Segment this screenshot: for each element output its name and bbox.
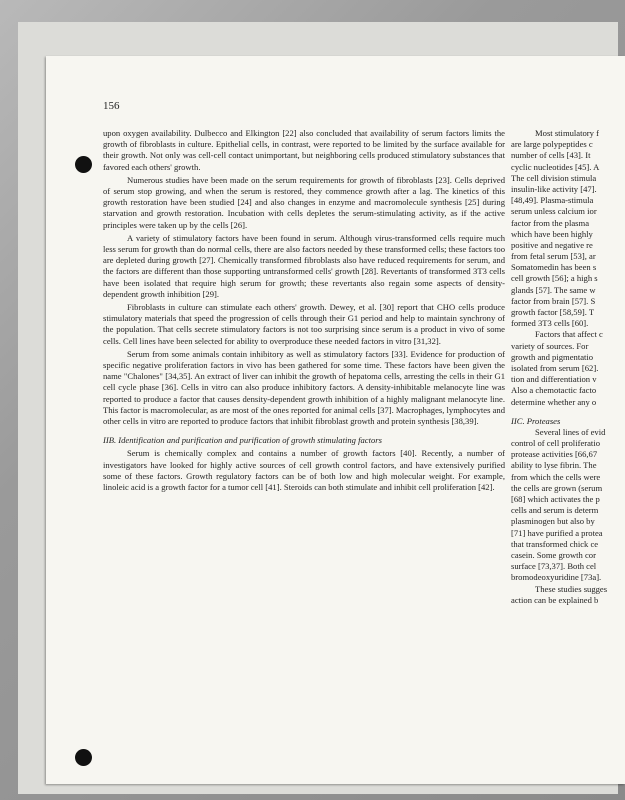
paragraph: upon oxygen availability. Dulbecco and Elkington [22] also concluded that availability of serum factors limits the growth of fibroblasts in culture. Epithelial cells, in contrast, were reported to be limited by the surface available for their growth. Not only was cell-cell contact unimportant, but neighboring cells produced stimulatory substances that favored each others' growth. — [103, 128, 505, 172]
section-heading: IIB. Identification and purification and purification of growth stimulating factors — [103, 435, 382, 446]
text-line: number of cells [43]. It — [511, 150, 591, 161]
paragraph: A variety of stimulatory factors have been found in serum. Although virus-transformed cells require much less serum for growth than do normal cells, there are also factors needed by these transformed cells; these factors too are depleted during growth [27]. Chemically transformed fibroblasts also have reduced requirements for serum, and the factors are different than those supporting untransformed cells' growth [28]. Revertants of transformed 3T3 cells have been isolated that require high serum for growth; these revertants also regain some aspects of density-dependent growth inhibition [29]. — [103, 232, 505, 299]
left-text-column — [103, 128, 505, 495]
right-column-block-a — [511, 128, 625, 408]
text-line: factor from the plasma — [511, 217, 590, 228]
text-line: Several lines of evid — [535, 426, 606, 437]
text-line: cell growth [56]; a high s — [511, 273, 598, 284]
text-line: growth and pigmentatio — [511, 351, 594, 362]
text-line: Factors that affect c — [535, 329, 603, 340]
text-line: insulin-like activity [47]. — [511, 183, 597, 194]
text-line: formed 3T3 cells [60]. — [511, 318, 589, 329]
text-line: that transformed chick ce — [511, 538, 599, 549]
page-number: 156 — [103, 100, 120, 112]
text-line: positive and negative re — [511, 239, 593, 250]
text-line: These studies sugges — [535, 583, 608, 594]
text-line: from which the cells were — [511, 471, 601, 482]
paragraph: Fibroblasts in culture can stimulate each others' growth. Dewey, et al. [30] report that CHO cells produce stimulatory materials that speed the progression of cells through their G1 period and help to maintain synchrony of the population. That cells secrete stimulatory factors is not too surprising since serum is a product in vivo of some cells. Cell lines have been selected for ability to overproduce these needed factors in vitro [31,32]. — [103, 302, 505, 346]
text-line: The cell division stimula — [511, 172, 597, 183]
text-line: the cells are grown (serum — [511, 482, 603, 493]
text-line: Most stimulatory f — [535, 128, 599, 138]
text-line: cyclic nucleotides [45]. A — [511, 161, 600, 172]
text-line: bromodeoxyuridine [73a]. — [511, 572, 602, 583]
text-line: glands [57]. The same w — [511, 284, 596, 295]
text-line: cells and serum is determ — [511, 505, 599, 516]
paragraph: Serum is chemically complex and contains a number of growth factors [40]. Recently, a number of investigators have looked for highly active sources of cell growth control factors, and have extensively purified some of these factors. Growth regulatory factors can be of both low and high molecular weight. For example, linoleic acid is a growth factor for a tumor cell [41]. Steroids can both stimulate and inhibit cell proliferation [42]. — [103, 448, 505, 493]
text-line: protease activities [66,67 — [511, 449, 598, 460]
text-line: ability to lyse fibrin. The — [511, 460, 597, 471]
text-line: from fetal serum [53], ar — [511, 251, 596, 262]
right-text-column — [511, 128, 625, 606]
section-heading: IIC. Proteases — [511, 415, 561, 426]
text-line: surface [73,37]. Both cel — [511, 561, 597, 572]
text-line: tion and differentiation v — [511, 374, 597, 385]
punch-hole-top — [75, 156, 92, 173]
paragraph: Numerous studies have been made on the serum requirements for growth of fibroblasts [23]. Cells deprived of serum stop growing, and when the serum is restored, they commence growth after a lag. The kinetics of this growth restoration have been studied [24] and also changes in enzyme and macromolecule synthesis [25] during starvation and growth restoration. Incubation with cells depletes the serum-stimulating activity, as if the active principles were taken up by the cells [26]. — [103, 174, 505, 230]
text-line: growth factor [58,59]. T — [511, 307, 595, 317]
text-line: Somatomedin has been s — [511, 262, 597, 273]
right-column-block-b — [511, 427, 625, 606]
text-line: factor from brain [57]. S — [511, 295, 596, 306]
text-line: [48,49]. Plasma-stimula — [511, 195, 594, 206]
text-line: casein. Some growth cor — [511, 549, 596, 560]
text-line: isolated from serum [62]. — [511, 362, 599, 373]
spacer — [511, 408, 625, 416]
text-line: [68] which activates the p — [511, 494, 600, 504]
text-line: are large polypeptides c — [511, 139, 593, 150]
text-line: control of cell proliferatio — [511, 438, 601, 449]
text-line: which have been highly — [511, 228, 593, 239]
text-line: variety of sources. For — [511, 340, 589, 351]
text-line: serum unless calcium ior — [511, 206, 597, 217]
text-line: action can be explained b — [511, 594, 599, 605]
punch-hole-bottom — [75, 749, 92, 766]
text-line: Also a chemotactic facto — [511, 385, 597, 396]
text-line: determine whether any o — [511, 396, 597, 407]
text-line: plasminogen but also by — [511, 516, 595, 527]
paragraph: Serum from some animals contain inhibitory as well as stimulatory factors [33]. Evidence for production of specific negative proliferation factors in vivo has been gathered for some time. These factors have been given the name "Chalones" [34,35]. An extract of liver can inhibit the growth of hepatoma cells, arresting the cells in their G1 cell cycle phase [36]. Cells in vitro can also produce inhibitory factors. A density-inhibitable melanocyte line was reported to produce a factor that causes density-dependent growth inhibition of a highly malignant melanocyte line. This factor is macromolecular, as are most of the ones reported for animal cells [37]. Macrophages, lymphocytes and other cells in vitro are reported to produce factors that inhibit fibroblast growth and protein synthesis [38,39]. — [103, 348, 505, 427]
text-line: [71] have purified a protea — [511, 527, 603, 538]
document-page — [46, 56, 625, 784]
